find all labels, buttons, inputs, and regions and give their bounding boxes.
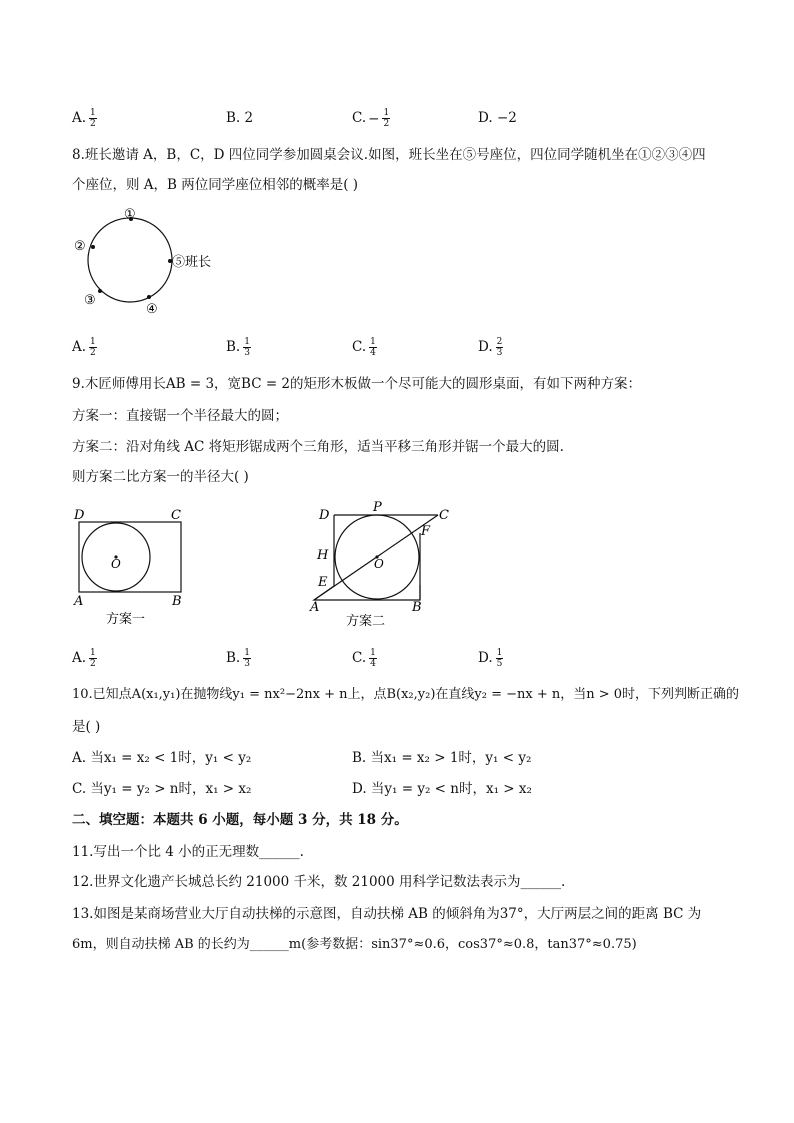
option-label: A. [72, 339, 87, 355]
caption-scheme2: 方案二 [346, 614, 386, 629]
negative-sign: − [368, 110, 380, 127]
fraction [382, 108, 390, 129]
seat-5-label: ⑤班长 [172, 255, 212, 270]
numerator: 1 [370, 648, 376, 658]
option-label: A. [72, 110, 87, 126]
seat-3-dot [98, 289, 102, 293]
q8-option-b [226, 337, 251, 358]
option-label: B. [226, 110, 241, 126]
q8-option-d [478, 337, 503, 358]
label-d: D [74, 508, 85, 523]
q10-line2: 是( ) [72, 719, 101, 735]
q9-line2: 方案一：直接锯一个半径最大的圆； [72, 408, 288, 424]
numerator: 1 [383, 108, 390, 118]
q8-option-c [352, 337, 377, 358]
option-label: B. [226, 339, 241, 355]
denominator: 4 [370, 659, 376, 669]
fraction [369, 337, 377, 358]
denominator: 5 [496, 659, 503, 669]
seat-1-label: ① [124, 207, 136, 222]
fraction [496, 648, 504, 669]
fraction [496, 337, 504, 358]
q9-line1: 9.木匠师傅用长AB = 3，宽BC = 2的矩形木板做一个尽可能大的圆形桌面，有如下两种方案： [72, 376, 642, 392]
fraction [243, 337, 251, 358]
q9-line4: 则方案二比方案一的半径大( ) [72, 469, 249, 485]
seat-2-dot [91, 245, 95, 249]
q7-option-a [72, 108, 97, 129]
denominator: 2 [383, 119, 390, 129]
fraction [89, 648, 97, 669]
q9-figure-scheme1 [70, 505, 200, 630]
label-f: F [421, 524, 431, 539]
q13-line2: 6m，则自动扶梯 AB 的长约为______m(参考数据：sin37°≈0.6，cos37°≈0.8，tan37°≈0.75) [72, 937, 637, 952]
caption-scheme1: 方案一 [106, 612, 146, 627]
q12-text: 12.世界文化遗产长城总长约 21000 千米，数 21000 用科学记数法表示为______. [72, 874, 566, 890]
label-c: C [439, 508, 449, 523]
denominator: 3 [244, 659, 250, 669]
q10-option-d: D. 当y₁ = y₂ < n时，x₁ > x₂ [352, 781, 532, 797]
option-label: D. [478, 110, 493, 126]
denominator: 2 [90, 119, 96, 129]
q8-line2: 个座位，则 A，B 两位同学座位相邻的概率是( ) [72, 177, 359, 193]
q9-option-c [352, 648, 377, 669]
rectangle-abcd [79, 522, 181, 592]
option-label: B. [226, 650, 241, 666]
option-value: 2 [244, 110, 254, 126]
denominator: 2 [90, 348, 96, 358]
fraction [89, 337, 97, 358]
q8-seat-diagram [70, 200, 250, 320]
label-o: O [111, 557, 121, 571]
seat-4-dot [147, 295, 151, 299]
option-label: C. [352, 110, 367, 126]
numerator: 1 [244, 648, 250, 658]
numerator: 1 [496, 648, 503, 658]
label-p: P [373, 500, 382, 515]
fraction [89, 108, 97, 129]
denominator: 4 [370, 348, 376, 358]
triangle-left [314, 515, 420, 600]
option-label: D. [478, 339, 493, 355]
option-label: D. [478, 650, 493, 666]
label-c: C [171, 508, 181, 523]
q7-option-c [352, 108, 390, 129]
q10-option-a: A. 当x₁ = x₂ < 1时，y₁ < y₂ [72, 750, 252, 766]
fraction [369, 648, 377, 669]
label-b: B [172, 594, 182, 609]
q11-text: 11.写出一个比 4 小的正无理数______. [72, 844, 304, 860]
option-label: A. [72, 650, 87, 666]
label-d: D [319, 508, 330, 523]
numerator: 2 [496, 337, 503, 347]
option-value: −2 [496, 110, 517, 126]
denominator: 2 [90, 659, 96, 669]
label-o: O [374, 557, 384, 571]
numerator: 1 [90, 648, 96, 658]
q8-line1: 8.班长邀请 A，B，C，D 四位同学参加圆桌会议.如图，班长坐在⑤号座位，四位同学随机坐在①②③④四 [72, 147, 706, 163]
label-h: H [317, 548, 329, 563]
q10-option-b: B. 当x₁ = x₂ > 1时，y₁ < y₂ [352, 750, 532, 766]
q9-figure-scheme2 [308, 500, 468, 635]
numerator: 1 [90, 337, 96, 347]
numerator: 1 [370, 337, 376, 347]
option-label: C. [352, 650, 367, 666]
q9-option-b [226, 648, 251, 669]
section-heading-fill-in: 二、填空题：本题共 6 小题，每小题 3 分，共 18 分。 [72, 812, 408, 828]
label-e: E [318, 575, 328, 590]
seat-3-label: ③ [84, 293, 96, 308]
q7-option-b [226, 108, 253, 128]
q10-line1: 10.已知点A(x₁,y₁)在抛物线y₁ = nx²−2nx + n上，点B(x₂,y₂)在直线y₂ = −nx + n，当n > 0时，下列判断正确的 [72, 687, 740, 702]
label-a: A [74, 594, 84, 609]
q8-option-a [72, 337, 97, 358]
numerator: 1 [90, 108, 96, 118]
q9-line3: 方案二：沿对角线 AC 将矩形锯成两个三角形，适当平移三角形并锯一个最大的圆. [72, 439, 564, 455]
q9-option-a [72, 648, 97, 669]
seat-2-label: ② [74, 239, 86, 254]
q10-option-c: C. 当y₁ = y₂ > n时，x₁ > x₂ [72, 781, 252, 797]
seat-4-label: ④ [146, 302, 158, 317]
option-label: C. [352, 339, 367, 355]
q9-option-d [478, 648, 503, 669]
label-b: B [412, 600, 422, 615]
label-a: A [310, 600, 320, 615]
q13-line1: 13.如图是某商场营业大厅自动扶梯的示意图，自动扶梯 AB 的倾斜角为37°，大厅两层之间的距离 BC 为 [72, 906, 702, 922]
q7-option-d [478, 108, 517, 128]
numerator: 1 [244, 337, 250, 347]
denominator: 3 [244, 348, 250, 358]
denominator: 3 [496, 348, 503, 358]
fraction [243, 648, 251, 669]
